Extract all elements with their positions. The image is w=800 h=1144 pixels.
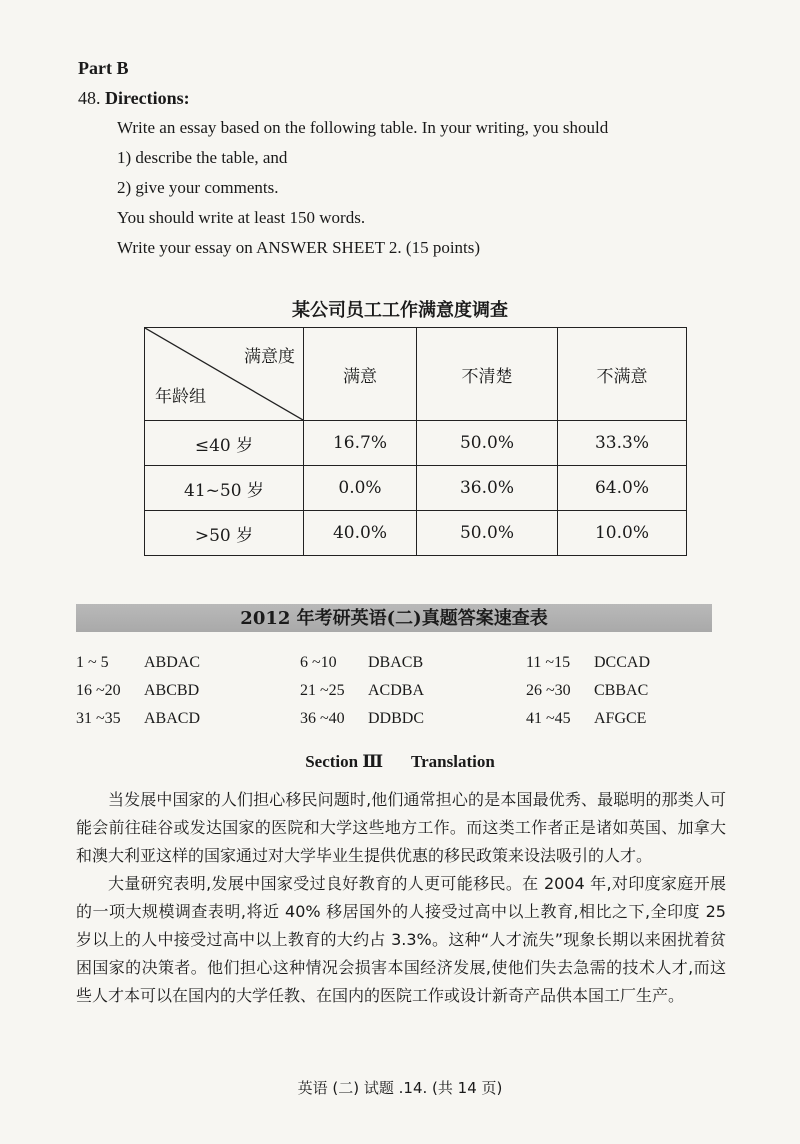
answer-key: DDBDC	[368, 710, 425, 727]
answer-range: 31 ~35	[76, 710, 121, 727]
table-cell: 36.0%	[417, 466, 558, 511]
direction-line: Write your essay on ANSWER SHEET 2. (15 points)	[117, 238, 481, 257]
answer-item	[526, 710, 646, 728]
table-cell: 0.0%	[304, 466, 417, 511]
row-label: 41~50 岁	[145, 466, 304, 511]
direction-line: 2) give your comments.	[117, 178, 279, 197]
answer-item	[300, 710, 424, 728]
paragraph: 当发展中国家的人们担心移民问题时,他们通常担心的是本国最优秀、最聪明的那类人可能会前往硅谷或发达国家的医院和大学这些地方工作。而这类工作者正是诸如英国、加拿大和澳大利亚这样的国家通过对大学毕业生提供优惠的移民政策来设法吸引的人才。	[76, 790, 726, 865]
row-label: >50 岁	[145, 511, 304, 556]
answer-item	[76, 682, 199, 700]
section-heading	[0, 752, 800, 772]
section-title: Translation	[411, 752, 495, 771]
answer-item	[76, 710, 200, 728]
answer-range: 1 ~ 5	[76, 654, 109, 671]
section-name: Section Ⅲ	[305, 752, 384, 771]
answer-key: AFGCE	[594, 710, 647, 727]
table-row	[145, 511, 687, 556]
answer-key: CBBAC	[594, 682, 649, 699]
paragraph: 大量研究表明,发展中国家受过良好教育的人更可能移民。在 2004 年,对印度家庭开展的一项大规模调查表明,将近 40% 移居国外的人接受过高中以上教育,相比之下,全印度 25 岁以上的人中接受过高中以上教育的大约占 3.3%。这种“人才流失”现象长期以来困扰着贫困国家的决策者。他们担心这种情况会损害本国经济发展,使他们失去急需的技术人才,而这些人才本可以在国内的大学任教、在国内的医院工作或设计新奇产品供本国工厂生产。	[76, 874, 726, 1005]
answer-key: ACDBA	[368, 682, 425, 699]
page-footer: 英语 (二) 试题 .14. (共 14 页)	[297, 1079, 503, 1097]
answer-item	[526, 654, 650, 672]
table-title: 某公司员工工作满意度调查	[292, 300, 508, 321]
answer-item	[300, 654, 423, 672]
row-label: ≤40 岁	[145, 421, 304, 466]
column-header: 满意	[304, 328, 417, 421]
table-cell: 16.7%	[304, 421, 417, 466]
answer-item	[526, 682, 648, 700]
answer-range: 26 ~30	[526, 682, 571, 699]
answer-range: 16 ~20	[76, 682, 121, 699]
answer-item	[76, 654, 200, 672]
answer-item	[300, 682, 424, 700]
column-header: 不清楚	[417, 328, 558, 421]
question-number: 48.	[78, 88, 101, 108]
table-cell: 33.3%	[558, 421, 687, 466]
direction-line: 1) describe the table, and	[117, 148, 288, 167]
answer-range: 11 ~15	[526, 654, 571, 671]
direction-line: Write an essay based on the following table. In your writing, you should	[117, 118, 609, 137]
answer-range: 21 ~25	[300, 682, 345, 699]
column-header: 不满意	[558, 328, 687, 421]
corner-column-label: 满意度	[244, 347, 295, 367]
answer-key: ABCBD	[144, 682, 200, 699]
part-heading: Part B	[78, 58, 129, 78]
question-heading	[78, 88, 190, 109]
answer-key: DBACB	[368, 654, 424, 671]
table-row	[145, 466, 687, 511]
table-cell: 40.0%	[304, 511, 417, 556]
answer-key: DCCAD	[594, 654, 651, 671]
directions-label: Directions:	[105, 88, 190, 108]
table-cell: 50.0%	[417, 421, 558, 466]
answer-range: 41 ~45	[526, 710, 571, 727]
answer-range: 6 ~10	[300, 654, 337, 671]
answer-key: ABACD	[144, 710, 201, 727]
answer-range: 36 ~40	[300, 710, 345, 727]
table-corner-cell	[145, 328, 304, 421]
table-row	[145, 421, 687, 466]
answer-key: ABDAC	[144, 654, 201, 671]
table-cell: 50.0%	[417, 511, 558, 556]
corner-row-label: 年龄组	[155, 387, 206, 407]
translation-text	[76, 786, 726, 1010]
answer-key-banner: 2012 年考研英语(二)真题答案速查表	[76, 604, 712, 632]
table-cell: 64.0%	[558, 466, 687, 511]
table-cell: 10.0%	[558, 511, 687, 556]
satisfaction-table	[144, 327, 687, 556]
direction-line: You should write at least 150 words.	[117, 208, 366, 227]
